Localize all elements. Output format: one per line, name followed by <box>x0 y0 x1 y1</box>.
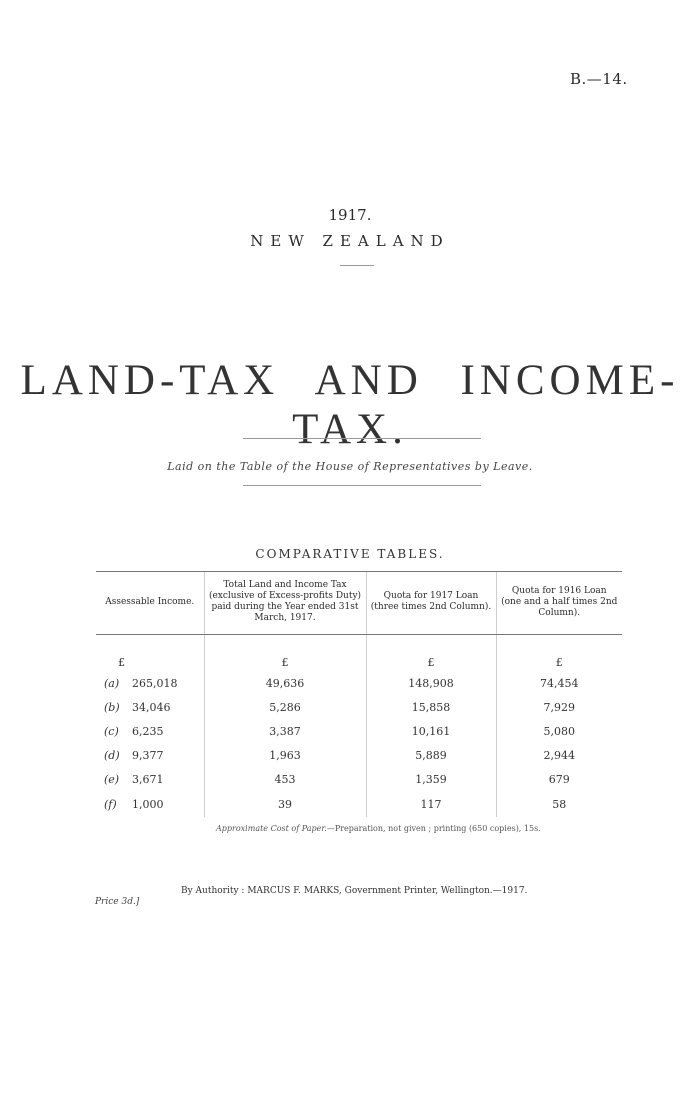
unit-symbol: £ <box>366 635 496 672</box>
comparative-tables-title: COMPARATIVE TABLES. <box>255 547 445 561</box>
quota-1916-cell: 2,944 <box>496 743 622 767</box>
quota-1916-cell: 5,080 <box>496 719 622 743</box>
laid-divider-top <box>243 438 481 439</box>
total-tax-cell: 5,286 <box>204 695 366 719</box>
row-label: (c) <box>104 724 119 738</box>
table-row <box>96 671 622 695</box>
document-title: LAND-TAX AND INCOME-TAX. <box>20 357 680 453</box>
row-label: (a) <box>104 676 120 690</box>
quota-1916-cell: 58 <box>496 791 622 817</box>
income-value: 3,671 <box>132 772 164 786</box>
comparative-table <box>96 571 622 817</box>
row-label: (b) <box>104 700 120 714</box>
price-note: Price 3d.] <box>95 897 140 907</box>
table-row <box>96 791 622 817</box>
table-row <box>96 767 622 791</box>
unit-symbol: £ <box>496 635 622 672</box>
publication-year: 1917. <box>328 206 372 224</box>
laid-on-table-line: Laid on the Table of the House of Representatives by Leave. <box>167 460 533 473</box>
total-tax-cell: 3,387 <box>204 719 366 743</box>
quota-1917-cell: 148,908 <box>366 671 496 695</box>
cost-label: Approximate Cost of Paper. <box>216 824 327 833</box>
cost-of-paper-note <box>216 824 541 833</box>
short-divider <box>340 265 374 266</box>
income-value: 265,018 <box>132 676 178 690</box>
laid-divider-bottom <box>243 485 481 486</box>
quota-1917-cell: 117 <box>366 791 496 817</box>
quota-1916-cell: 7,929 <box>496 695 622 719</box>
row-label: (e) <box>104 772 120 786</box>
column-header-total-tax: Total Land and Income Tax (exclusive of Excess-profits Duty) paid during the Year ended 31st March, 1917. <box>204 572 366 635</box>
quota-1917-cell: 15,858 <box>366 695 496 719</box>
country-heading: NEW ZEALAND <box>250 232 450 250</box>
unit-symbol: £ <box>118 656 125 669</box>
column-header-income: Assessable Income. <box>96 572 204 635</box>
column-header-quota-1916: Quota for 1916 Loan (one and a half times 2nd Column). <box>496 572 622 635</box>
document-reference: B.—14. <box>570 70 628 88</box>
quota-1917-cell: 10,161 <box>366 719 496 743</box>
income-cell <box>96 695 204 719</box>
income-value: 1,000 <box>132 797 164 811</box>
total-tax-cell: 39 <box>204 791 366 817</box>
quota-1916-cell: 679 <box>496 767 622 791</box>
unit-symbol: £ <box>204 635 366 672</box>
total-tax-cell: 49,636 <box>204 671 366 695</box>
column-header-quota-1917: Quota for 1917 Loan (three times 2nd Column). <box>366 572 496 635</box>
table-row <box>96 695 622 719</box>
table-row <box>96 743 622 767</box>
income-cell <box>96 791 204 817</box>
quota-1916-cell: 74,454 <box>496 671 622 695</box>
income-cell <box>96 743 204 767</box>
total-tax-cell: 1,963 <box>204 743 366 767</box>
income-value: 9,377 <box>132 748 164 762</box>
row-label: (d) <box>104 748 120 762</box>
cost-text: —Preparation, not given ; printing (650 copies), 15s. <box>326 824 541 833</box>
units-row <box>96 635 622 672</box>
income-cell <box>96 719 204 743</box>
income-value: 6,235 <box>132 724 164 738</box>
income-cell <box>96 767 204 791</box>
quota-1917-cell: 5,889 <box>366 743 496 767</box>
table-row <box>96 719 622 743</box>
income-cell <box>96 671 204 695</box>
table-header-row <box>96 572 622 635</box>
row-label: (f) <box>104 797 117 811</box>
income-value: 34,046 <box>132 700 171 714</box>
total-tax-cell: 453 <box>204 767 366 791</box>
printer-authority-line: By Authority : MARCUS F. MARKS, Government Printer, Wellington.—1917. <box>181 886 528 896</box>
quota-1917-cell: 1,359 <box>366 767 496 791</box>
